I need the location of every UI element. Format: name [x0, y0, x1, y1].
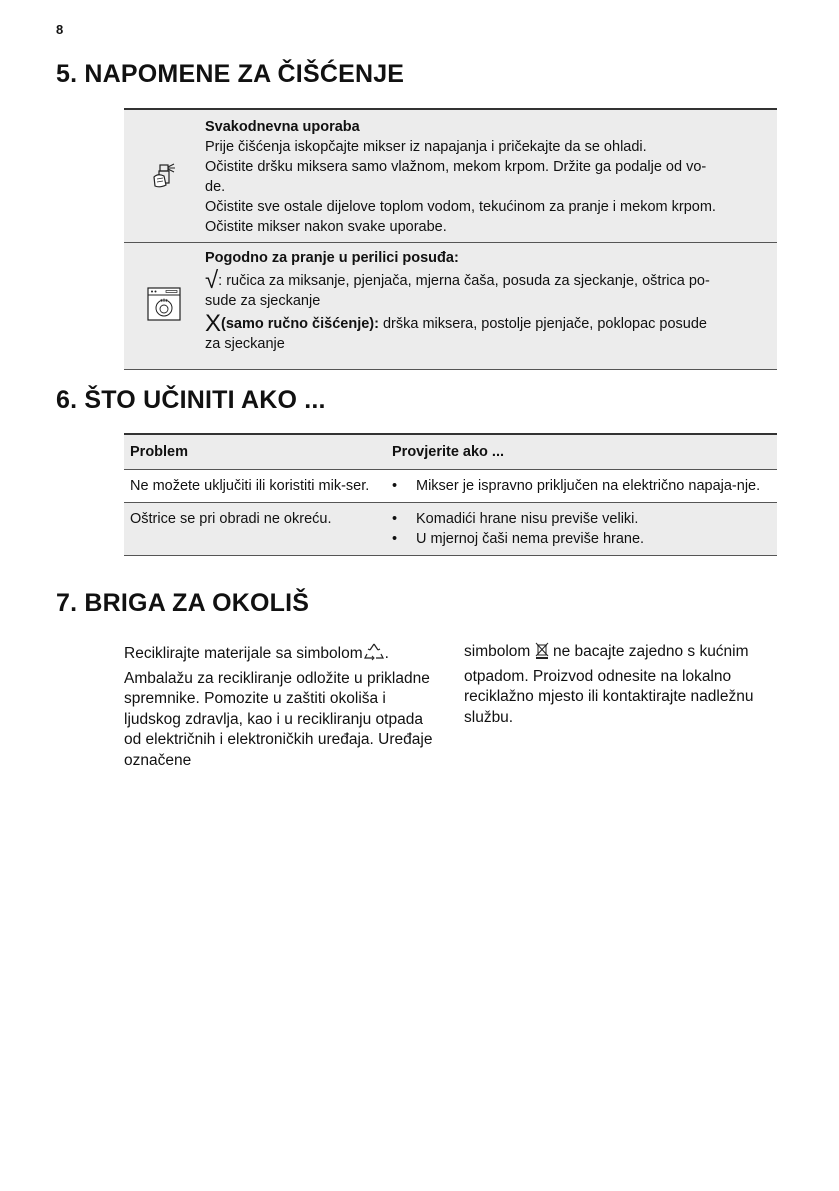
dishwasher-yes-line	[205, 267, 771, 294]
dishwasher-text	[203, 243, 777, 369]
environment-left-text-2: . Ambalažu za recikliranje odložite u prikladne spremnike. Pomozite u zaštiti okoliša i ljudskog zdravlja, kao i u recikliranju otpada od električnih i elektroničkih uređaja. Uređaje označene	[124, 645, 433, 769]
dishwasher-no-text-cont: za sjeckanje	[205, 336, 285, 352]
table-row	[124, 503, 777, 556]
cleaning-daily-heading: Svakodnevna uporaba	[205, 119, 360, 135]
page-number: 8	[56, 22, 64, 37]
problem-cell: Oštrice se pri obradi ne okreću.	[130, 511, 332, 527]
check-item: • U mjernoj čaši nema previše hrane.	[392, 529, 771, 549]
dishwasher-heading: Pogodno za pranje u perilici posuđa:	[205, 250, 459, 266]
section-5-title: 5. NAPOMENE ZA ČIŠĆENJE	[56, 60, 405, 88]
cleaning-daily-line: Očistite mikser nakon svake uporabe.	[205, 219, 447, 235]
environment-text-right	[464, 642, 779, 728]
recycle-icon	[363, 642, 385, 669]
cleaning-cloth-icon	[150, 159, 178, 194]
dishwasher-no-text: drška miksera, postolje pjenjače, poklopac posude	[378, 316, 708, 332]
crossed-bin-icon	[535, 642, 549, 667]
cleaning-daily-line: Očistite sve ostale dijelove toplom vodom, tekućinom za pranje i mekom krpom.	[205, 199, 716, 215]
check-mark-icon: √	[205, 267, 219, 294]
cleaning-daily-line: Prije čišćenja iskopčajte mikser iz napajanja i pričekajte da se ohladi.	[205, 139, 647, 155]
header-problem: Problem	[130, 444, 189, 460]
environment-right-text-2: ne bacajte zajedno s kućnim otpadom. Proizvod odnesite na lokalno reciklažno mjesto ili kontaktirajte nadležnu službu.	[464, 643, 754, 726]
dishwasher-icon-cell	[124, 243, 203, 369]
table-row	[124, 470, 777, 503]
check-cell	[386, 503, 777, 555]
cleaning-daily-text	[203, 110, 777, 242]
section-7-title: 7. BRIGA ZA OKOLIŠ	[56, 589, 310, 617]
dishwasher-icon	[146, 286, 182, 327]
dishwasher-yes-text-cont: sude za sjeckanje	[205, 293, 321, 309]
cleaning-daily-line: Očistite dršku miksera samo vlažnom, mekom krpom. Držite ga podalje od vo-	[205, 159, 707, 175]
cleaning-row-dishwasher	[124, 243, 777, 370]
dishwasher-no-line	[205, 310, 771, 337]
cross-mark-icon: X	[205, 310, 222, 337]
environment-paragraph-right	[464, 642, 779, 728]
check-cell	[386, 470, 777, 502]
dishwasher-yes-text: : ručica za miksanje, pjenjača, mjerna čaša, posuda za sjeckanje, oštrica po-	[218, 273, 710, 289]
environment-right-text-1: simbolom	[464, 643, 531, 660]
check-item: • Komadići hrane nisu previše veliki.	[392, 509, 771, 529]
environment-left-text-1: Reciklirajte materijale sa simbolom	[124, 645, 363, 662]
environment-paragraph-left	[124, 642, 434, 771]
troubleshooting-table	[124, 433, 777, 556]
cleaning-icon-cell	[124, 110, 203, 242]
cleaning-daily-line: de.	[205, 179, 226, 195]
problem-cell: Ne možete uključiti ili koristiti mik-ser.	[130, 478, 370, 494]
environment-text-left	[124, 642, 434, 771]
header-check: Provjerite ako ...	[392, 444, 505, 460]
table-header-row	[124, 435, 777, 470]
cleaning-row-daily	[124, 110, 777, 243]
cleaning-notes-table	[124, 108, 777, 370]
section-6-title: 6. ŠTO UČINITI AKO ...	[56, 386, 326, 414]
hand-wash-only-label: (samo ručno čišćenje):	[221, 316, 379, 332]
check-item: • Mikser je ispravno priključen na električno napaja-nje.	[392, 476, 771, 496]
